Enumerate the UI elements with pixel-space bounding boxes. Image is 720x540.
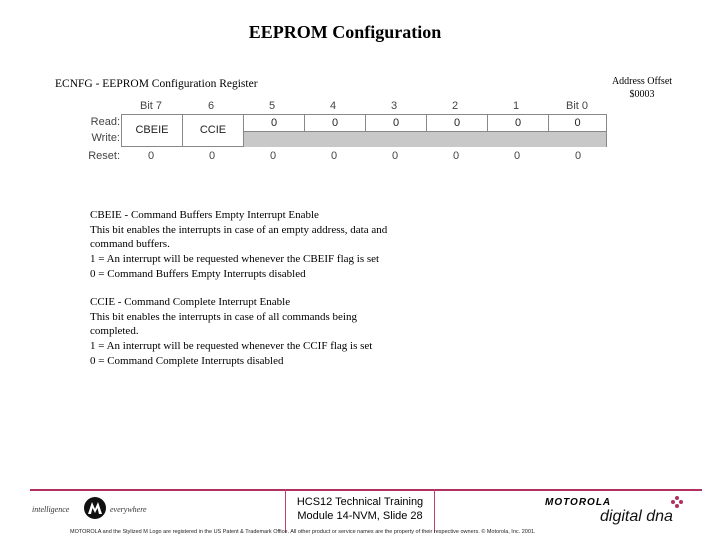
ccie-heading: CCIE - Command Complete Interrupt Enable [90,296,291,308]
slide-number: Module 14-NVM, Slide 28 [297,510,423,522]
desc-line: command buffers. [90,238,170,251]
bit-header: Bit 7 [139,100,162,112]
footer-course-info [285,495,435,523]
read-value: 0 [244,115,305,131]
bit-header: 2 [451,100,459,112]
reset-value: 0 [452,150,460,162]
dna-flower-icon [670,495,684,509]
motorola-batwing-icon [84,497,106,519]
desc-line: 1 = An interrupt will be requested whenever the CBEIF flag is set [90,253,380,266]
reset-value: 0 [147,150,155,162]
desc-line: This bit enables the interrupts in case of an empty address, data and [90,223,388,236]
read-value: 0 [427,115,488,131]
cbeie-heading: CBEIE - Command Buffers Empty Interrupt Enable [90,209,319,221]
reset-value: 0 [391,150,399,162]
desc-line: This bit enables the interrupts in case of all commands being [90,310,357,323]
ccie-description [90,295,372,369]
tagline-right: everywhere [110,505,147,514]
reset-value: 0 [208,150,216,162]
register-grid [121,114,607,147]
reset-value: 0 [269,150,277,162]
bit-header: 3 [390,100,398,112]
cbeie-description [90,208,387,282]
bit-header: 6 [207,100,215,112]
bit-header: 1 [512,100,520,112]
row-label-reset: Reset: [88,150,120,162]
row-label-read: Read: [90,116,120,128]
read-value: 0 [488,115,549,131]
field-cbeie: CBEIE [122,115,183,146]
desc-line: 0 = Command Buffers Empty Interrupts disabled [90,267,306,280]
read-value: 0 [366,115,427,131]
address-label: Address Offset [611,76,673,87]
digital-dna-wordmark: digital dna [600,508,673,525]
desc-line: 1 = An interrupt will be requested whenever the CCIF flag is set [90,340,373,353]
desc-line: completed. [90,325,139,338]
read-value: 0 [574,117,581,129]
read-value: 0 [305,115,366,131]
row-label-write: Write: [91,132,120,144]
tagline-left: intelligence [32,505,70,514]
legal-notice: MOTOROLA and the Stylized M Logo are registered in the US Patent & Trademark Office. All other product or service names are the property of their respective owners. © Motorola, Inc. 2001. [70,529,536,535]
address-offset [604,75,680,101]
reset-value: 0 [574,150,582,162]
address-value: $0003 [629,89,655,100]
field-ccie: CCIE [183,115,244,146]
motorola-wordmark: MOTOROLA [545,497,612,508]
bit-header: Bit 0 [565,100,588,112]
write-unimplemented-area [244,131,606,147]
bit-header: 4 [329,100,337,112]
register-name: ECNFG - EEPROM Configuration Register [55,78,258,90]
course-name: HCS12 Technical Training [296,496,424,508]
bit-header: 5 [268,100,276,112]
reset-value: 0 [330,150,338,162]
desc-line: 0 = Command Complete Interrupts disabled [90,354,284,367]
reset-value: 0 [513,150,521,162]
slide-title: EEPROM Configuration [248,22,442,42]
